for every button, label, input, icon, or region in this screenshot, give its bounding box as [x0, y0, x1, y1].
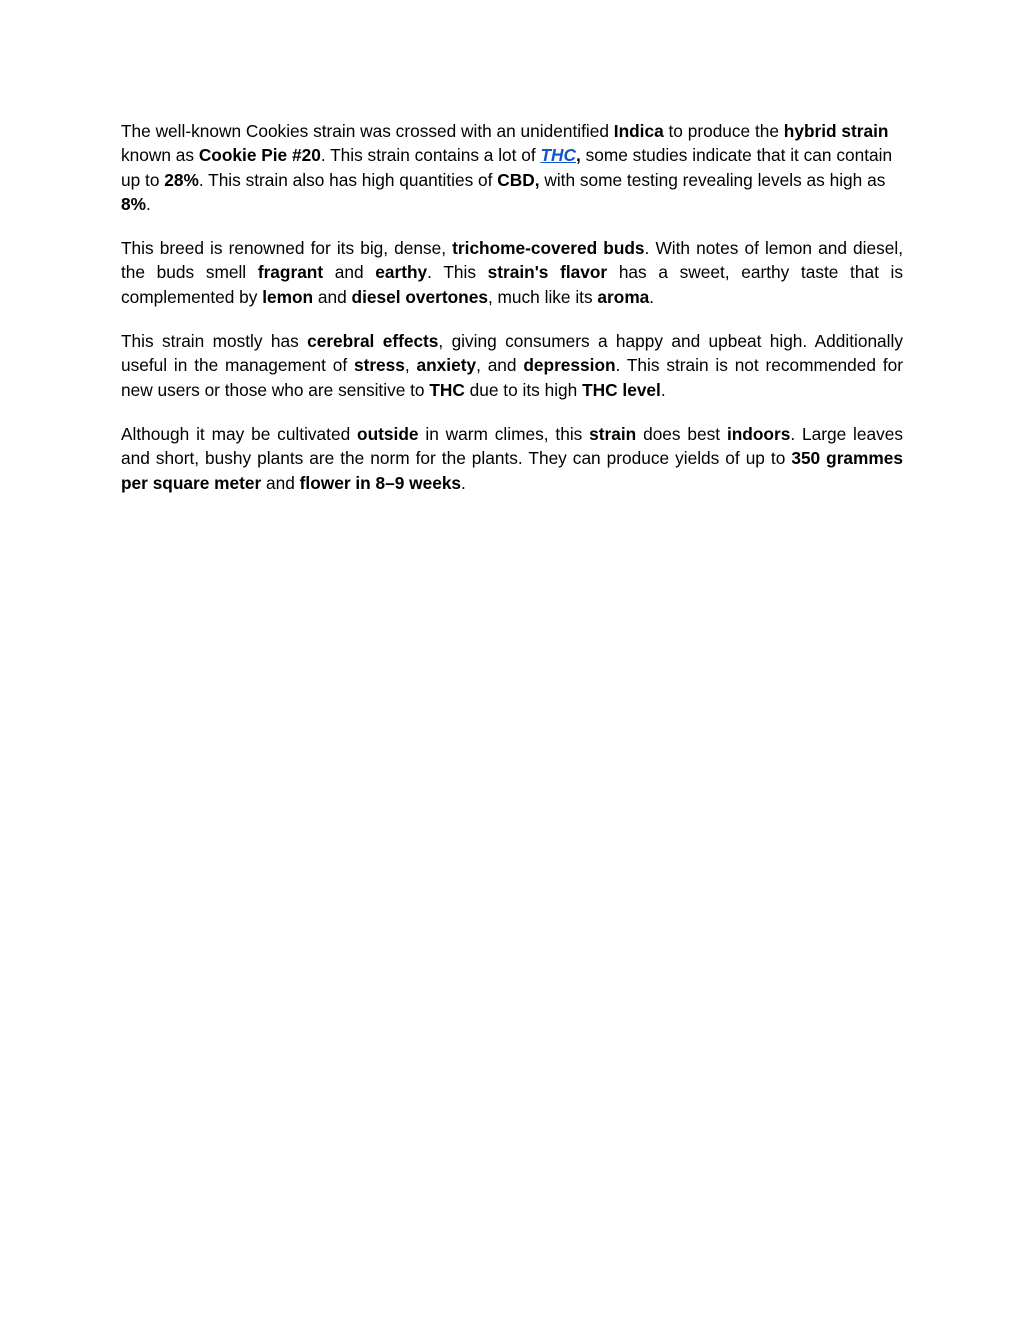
bold-text-run: lemon [262, 286, 314, 307]
thc-link[interactable]: THC [540, 145, 576, 166]
bold-text-run: CBD, [497, 169, 540, 190]
bold-text-run: strain [589, 423, 637, 444]
text-run: Although it may be cultivated [121, 423, 358, 444]
text-run: . [145, 193, 151, 214]
bold-text-run: 28% [164, 169, 199, 190]
bold-text-run: hybrid strain [783, 121, 889, 141]
text-run: . With notes of lemon and diesel, the buds smell [121, 238, 903, 283]
text-run: , [404, 355, 417, 376]
paragraph-effects [121, 329, 903, 402]
bold-text-run: cerebral effects [307, 331, 439, 352]
text-run: . [461, 472, 466, 493]
bold-text-run: flower in 8–9 weeks [299, 472, 462, 493]
text-run: due to its high [464, 379, 583, 400]
text-run: This strain mostly has [121, 331, 308, 352]
text-run: with some testing revealing levels as high as [539, 169, 886, 190]
text-run: has a sweet, earthy taste that is complemented by [121, 262, 904, 307]
text-run: . This strain contains a lot of [320, 145, 541, 166]
bold-text-run: diesel overtones [351, 286, 488, 307]
bold-text-run: trichome-covered buds [452, 238, 645, 259]
text-run: . [660, 379, 666, 400]
bold-text-run: Indica [613, 121, 664, 141]
text-run: , giving consumers a happy and upbeat high. Additionally useful in the management of [121, 331, 903, 376]
bold-text-run: indoors [726, 423, 791, 444]
bold-text-run: 350 grammes per square meter [121, 448, 904, 493]
bold-text-run: fragrant [257, 262, 324, 283]
text-run: and [313, 286, 352, 307]
paragraph-origin [121, 119, 903, 216]
bold-text-run: earthy [375, 262, 428, 283]
text-run: , and [476, 355, 524, 376]
text-run: some studies indicate that it can contain up to [121, 145, 893, 190]
bold-text-run: , [576, 145, 581, 166]
bold-text-run: THC [429, 379, 465, 400]
text-run: to produce the [663, 121, 784, 141]
bold-text-run: depression [523, 355, 616, 376]
bold-text-run: 8% [121, 193, 146, 214]
text-run: and [323, 262, 376, 283]
bold-text-run: anxiety [416, 355, 477, 376]
text-run: . This strain also has high quantities of [198, 169, 498, 190]
paragraph-cultivation [121, 422, 903, 495]
bold-text-run: aroma [597, 286, 650, 307]
text-run: known as [121, 145, 199, 166]
text-run: . This [427, 262, 488, 283]
bold-text-run: outside [357, 423, 419, 444]
text-run: . [649, 286, 655, 307]
bold-text-run: THC level [582, 379, 661, 400]
bold-text-run: strain's flavor [487, 262, 608, 283]
text-run: and [261, 472, 300, 493]
text-run: , much like its [487, 286, 598, 307]
document-body [121, 119, 903, 515]
text-run: . Large leaves and short, bushy plants are the norm for the plants. They can produce yields of up to [121, 423, 904, 469]
bold-text-run: Cookie Pie #20 [198, 145, 321, 166]
text-run: does best [636, 423, 727, 444]
text-run: This breed is renowned for its big, dense, [121, 238, 453, 259]
text-run: in warm climes, this [418, 423, 590, 444]
text-run: The well-known Cookies strain was crossed with an unidentified [121, 121, 614, 141]
paragraph-appearance [121, 236, 903, 309]
text-run: . This strain is not recommended for new users or those who are sensitive to [121, 355, 903, 400]
bold-text-run: stress [353, 355, 405, 376]
